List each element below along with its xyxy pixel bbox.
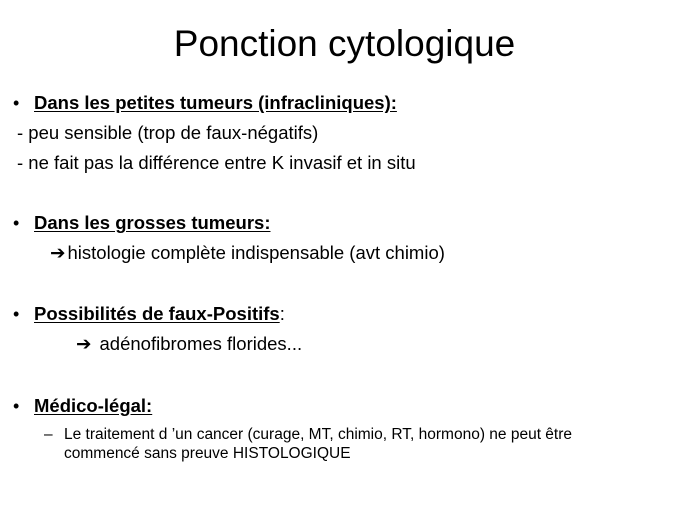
section-heading-faux-positifs: Possibilités de faux-Positifs xyxy=(34,303,280,324)
section-item-with-arrow xyxy=(50,241,445,265)
bullet-icon: • xyxy=(13,93,20,113)
arrow-right-icon: ➔ xyxy=(50,242,66,263)
heading-colon: : xyxy=(279,303,285,324)
section-item-with-arrow xyxy=(76,332,302,356)
arrow-right-icon: ➔ xyxy=(76,333,92,354)
section-item-text: adénofibromes florides... xyxy=(99,333,303,354)
section-item: - ne fait pas la différence entre K invasif et in situ xyxy=(17,152,416,173)
section-heading-grosses-tumeurs: Dans les grosses tumeurs: xyxy=(34,212,271,233)
section-item-text: histologie complète indispensable (avt chimio) xyxy=(67,242,445,263)
section-item: commencé sans preuve HISTOLOGIQUE xyxy=(64,445,351,462)
section-heading-medico-legal: Médico-légal: xyxy=(34,395,153,416)
bullet-icon: • xyxy=(13,213,20,233)
section-item: Le traitement d ’un cancer (curage, MT, chimio, RT, hormono) ne peut être xyxy=(64,426,573,443)
section-item: - peu sensible (trop de faux-négatifs) xyxy=(17,122,319,143)
section-heading-petites-tumeurs: Dans les petites tumeurs (infracliniques): xyxy=(34,92,397,113)
slide-title: Ponction cytologique xyxy=(173,23,516,64)
section-heading-faux-positifs-wrapper xyxy=(34,302,285,326)
bullet-icon: • xyxy=(13,396,20,416)
dash-icon: – xyxy=(44,426,53,443)
bullet-icon: • xyxy=(13,304,20,324)
